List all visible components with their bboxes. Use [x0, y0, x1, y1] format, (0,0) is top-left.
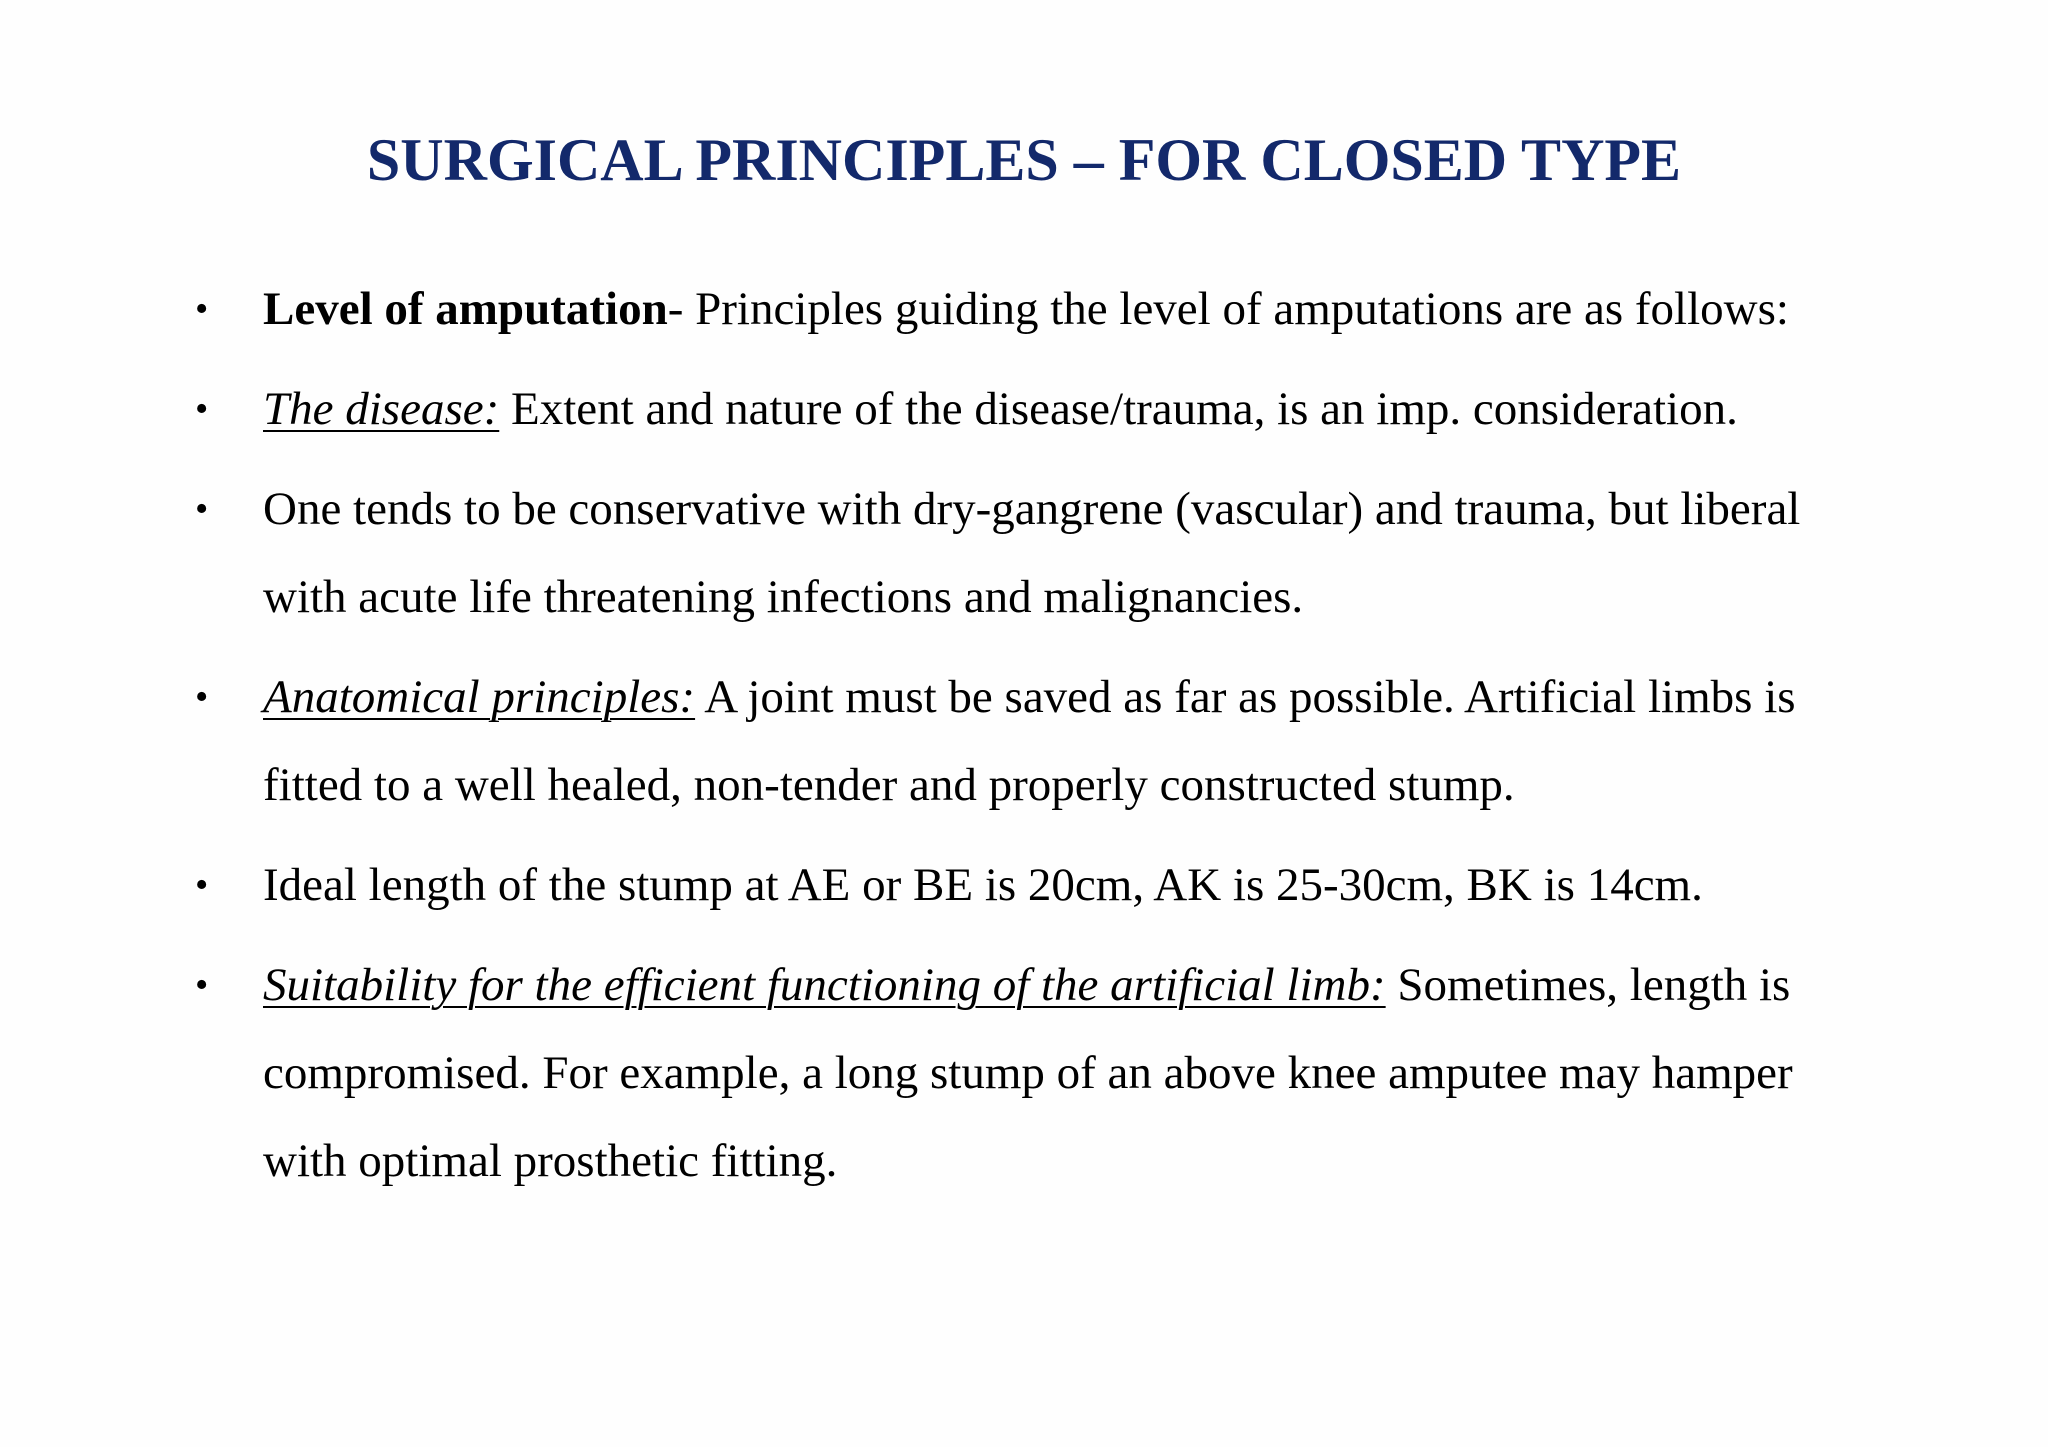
bullet-lead: Anatomical principles: — [263, 671, 696, 723]
bullet-item-suitability — [195, 941, 1875, 1205]
bullet-item-anatomical-principles — [195, 653, 1875, 829]
bullet-text: Extent and nature of the disease/trauma, is an imp. consideration. — [499, 383, 1738, 435]
bullet-item-conservative — [195, 465, 1875, 641]
bullet-text: Ideal length of the stump at AE or BE is 20cm, AK is 25-30cm, BK is 14cm. — [263, 859, 1703, 911]
bullet-list — [195, 265, 1875, 1217]
bullet-icon: • — [195, 488, 209, 530]
bullet-text: One tends to be conservative with dry-gangrene (vascular) and trauma, but liberal with acute life threatening infections and malignancies. — [263, 483, 1801, 623]
bullet-item-level-of-amputation — [195, 265, 1875, 353]
bullet-item-ideal-length — [195, 841, 1875, 929]
bullet-text: - Principles guiding the level of amputations are as follows: — [667, 283, 1789, 335]
bullet-item-the-disease — [195, 365, 1875, 453]
bullet-icon: • — [195, 676, 209, 718]
bullet-lead: Suitability for the efficient functioning of the artificial limb: — [263, 959, 1386, 1011]
slide-title: SURGICAL PRINCIPLES – FOR CLOSED TYPE — [366, 127, 1682, 193]
bullet-lead: Level of amputation — [263, 283, 668, 335]
bullet-text: A joint must be saved as far as possible. Artificial limbs is fitted to a well healed, non-tender and properly constructed stump. — [263, 671, 1796, 811]
bullet-text: Sometimes, length is compromised. For example, a long stump of an above knee amputee may hamper with optimal prosthetic fitting. — [263, 959, 1793, 1187]
bullet-icon: • — [195, 388, 209, 430]
bullet-lead: The disease: — [263, 383, 500, 435]
bullet-icon: • — [195, 288, 209, 330]
bullet-icon: • — [195, 964, 209, 1006]
bullet-icon: • — [195, 864, 209, 906]
